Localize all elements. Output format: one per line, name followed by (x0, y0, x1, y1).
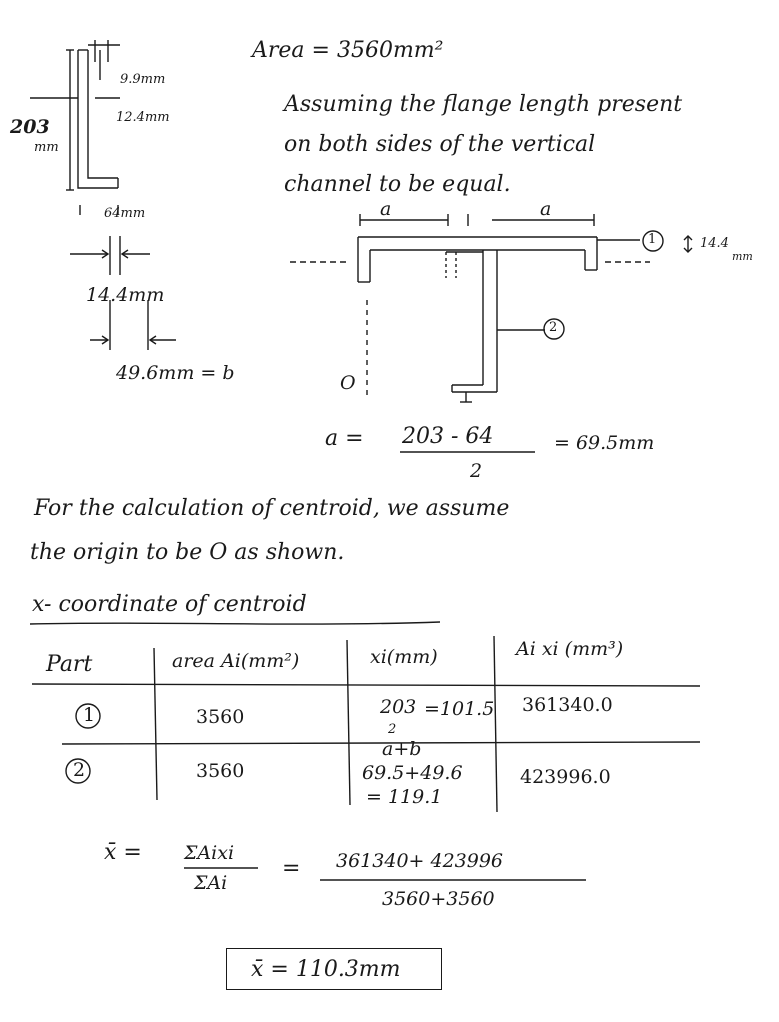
a-equation-lhs: a = (325, 426, 364, 451)
table-row2-xi-expr: 69.5+49.6 (362, 762, 463, 784)
dim-a-left-label: a (380, 198, 392, 220)
web-thickness-label: 12.4mm (116, 110, 170, 125)
table-row1-part: 1 (83, 704, 96, 726)
table-row1-area: 3560 (196, 706, 245, 728)
xbar-formula-denominator: ΣAi (194, 872, 228, 894)
flange-thickness-diagram: 14.4 (700, 236, 729, 251)
section-heading: x- coordinate of centroid (32, 592, 307, 617)
table-row2-xi-result: = 119.1 (366, 786, 443, 808)
origin-label: O (340, 372, 356, 394)
assumption-line-1: Assuming the flange length present (284, 92, 683, 117)
flange-width-label: 64mm (104, 206, 146, 221)
assumption-line-3: channel to be equal. (284, 172, 511, 197)
xbar-lhs: x̄ = (104, 840, 142, 865)
table-header-aixi: Ai xi (mm³) (516, 638, 624, 660)
xbar-formula-numerator: ΣAixi (184, 842, 235, 864)
flange-thickness-label: 9.9mm (120, 72, 166, 87)
final-answer: x̄ = 110.3mm (251, 957, 401, 982)
xbar-value-denominator: 3560+3560 (382, 888, 495, 910)
table-row1-aixi: 361340.0 (522, 694, 613, 716)
a-equation-result: = 69.5mm (554, 432, 655, 454)
depth-unit-label: mm (34, 140, 59, 155)
table-header-area: area Ai(mm²) (172, 650, 300, 672)
table-row2-area: 3560 (196, 760, 245, 782)
part1-marker-diagram: 1 (648, 232, 657, 247)
heading-underline (30, 622, 440, 624)
flange-thickness-unit-diagram: mm (732, 250, 753, 263)
table-row1-xi-result: =101.5 (424, 698, 495, 720)
table-row2-xi-formula: a+b (382, 738, 422, 760)
area-note: Area = 3560mm² (252, 38, 444, 63)
dim-a-right-label: a (540, 198, 552, 220)
assumption-line-2: on both sides of the vertical (284, 132, 596, 157)
xbar-value-numerator: 361340+ 423996 (336, 850, 504, 872)
table-row1-xi-num: 203 (380, 696, 417, 718)
table-header-xi: xi(mm) (370, 646, 438, 668)
depth-label: 203 (10, 116, 50, 138)
centroid-note-line-2: the origin to be O as shown. (30, 540, 345, 565)
table-row2-aixi: 423996.0 (520, 766, 611, 788)
xbar-equals: = (282, 856, 301, 881)
web-offset-label: 14.4mm (86, 284, 165, 306)
centroid-note-line-1: For the calculation of centroid, we assume (34, 496, 510, 521)
a-equation-denominator: 2 (470, 460, 483, 482)
table-header-part: Part (46, 652, 93, 677)
part2-marker-diagram: 2 (549, 320, 558, 335)
a-equation-numerator: 203 - 64 (402, 424, 494, 449)
table-row2-part: 2 (73, 759, 86, 781)
b-dimension-label: 49.6mm = b (116, 362, 235, 384)
final-answer-box (226, 948, 442, 990)
table-row1-xi-den: 2 (388, 722, 397, 737)
